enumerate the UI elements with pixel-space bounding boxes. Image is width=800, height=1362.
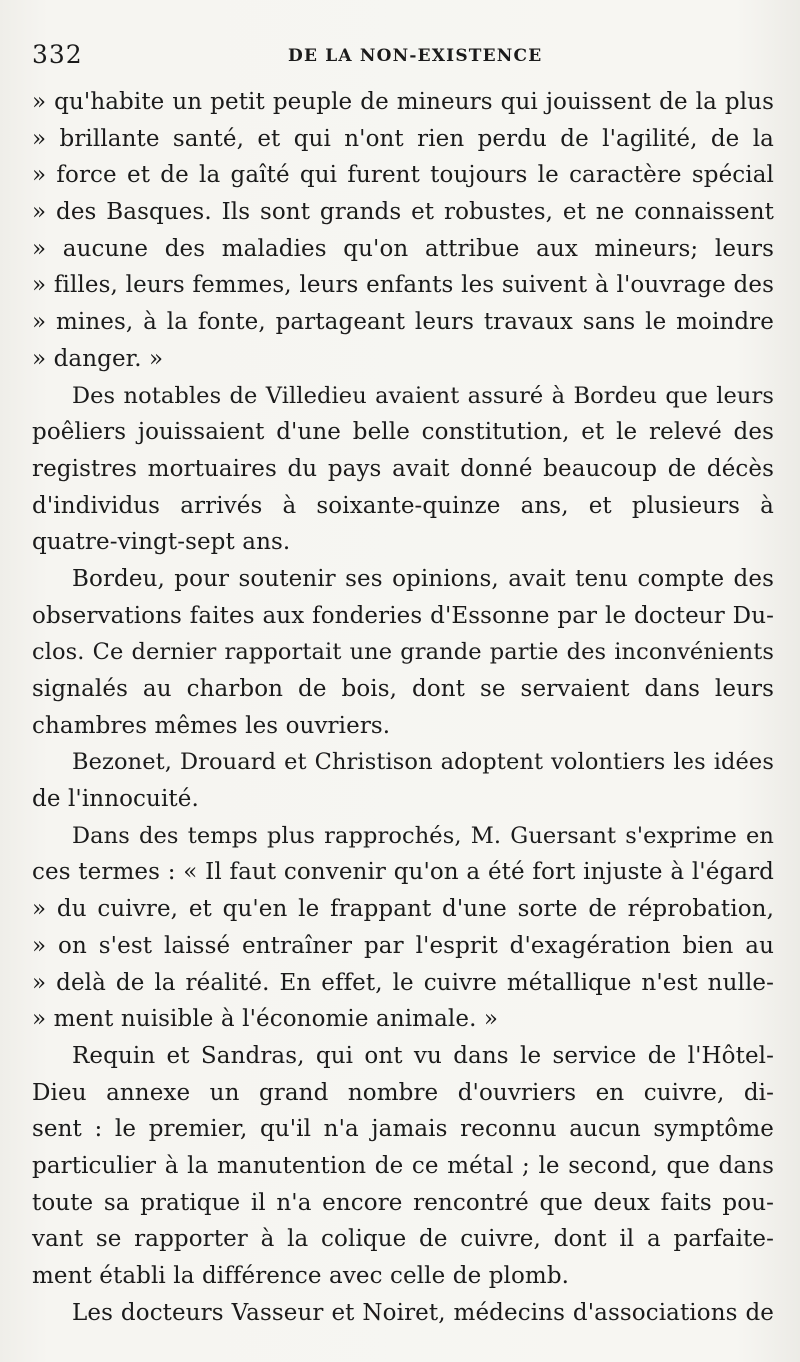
- text-line: quatre-vingt-sept ans.: [32, 529, 291, 556]
- text-line: vant se rapporter à la colique de cuivre, dont il a parfaite-: [32, 1226, 774, 1253]
- text-line: Dieu annexe un grand nombre d'ouvriers en cuivre, di-: [32, 1079, 774, 1106]
- text-line: » on s'est laissé entraîner par l'esprit d'exagération bien au: [32, 932, 774, 959]
- text-line: Les docteurs Vasseur et Noiret, médecins d'associations de: [72, 1299, 774, 1326]
- text-line: » des Basques. Ils sont grands et robustes, et ne connaissent: [32, 199, 774, 226]
- text-line: » force et de la gaîté qui furent toujours le caractère spécial: [32, 162, 774, 189]
- text-line: Bezonet, Drouard et Christison adoptent volontiers les idées: [72, 749, 774, 776]
- text-line: » brillante santé, et qui n'ont rien perdu de l'agilité, de la: [32, 125, 774, 152]
- running-head: DE LA NON-EXISTENCE: [288, 46, 543, 66]
- text-line: registres mortuaires du pays avait donné beaucoup de décès: [32, 455, 774, 482]
- page-header: [30, 40, 770, 74]
- text-line: signalés au charbon de bois, dont se servaient dans leurs: [32, 676, 774, 702]
- text-line: sent : le premier, qu'il n'a jamais reconnu aucun symptôme: [32, 1116, 774, 1143]
- text-line: poêliers jouissaient d'une belle constitution, et le relevé des: [32, 419, 774, 446]
- text-line: observations faites aux fonderies d'Essonne par le docteur Du-: [32, 602, 774, 629]
- text-line: » du cuivre, et qu'en le frappant d'une sorte de réprobation,: [32, 896, 774, 923]
- text-line: d'individus arrivés à soixante-quinze ans, et plusieurs à: [32, 492, 774, 519]
- text-line: » danger. »: [32, 345, 164, 372]
- text-line: de l'innocuité.: [32, 786, 199, 813]
- text-line: » filles, leurs femmes, leurs enfants les suivent à l'ouvrage des: [32, 272, 774, 299]
- text-line: » ment nuisible à l'économie animale. »: [32, 1006, 499, 1033]
- text-line: Bordeu, pour soutenir ses opinions, avait tenu compte des: [72, 565, 774, 592]
- body-text: [32, 84, 774, 1331]
- text-line: ces termes : « Il faut convenir qu'on a été fort injuste à l'égard: [32, 859, 774, 886]
- text-line: » qu'habite un petit peuple de mineurs qui jouissent de la plus: [32, 89, 774, 115]
- text-line: toute sa pratique il n'a encore rencontré que deux faits pou-: [32, 1189, 774, 1216]
- page-number: 332: [32, 40, 83, 69]
- text-line: particulier à la manutention de ce métal ; le second, que dans: [32, 1152, 774, 1179]
- text-line: Requin et Sandras, qui ont vu dans le service de l'Hôtel-: [72, 1042, 774, 1069]
- text-line: » mines, à la fonte, partageant leurs travaux sans le moindre: [32, 309, 774, 336]
- text-line: ment établi la différence avec celle de plomb.: [32, 1263, 570, 1289]
- text-line: Dans des temps plus rapprochés, M. Guersant s'exprime en: [72, 822, 774, 849]
- text-line: » delà de la réalité. En effet, le cuivre métallique n'est nulle-: [32, 969, 774, 996]
- text-line: » aucune des maladies qu'on attribue aux mineurs; leurs: [32, 235, 774, 262]
- text-line: chambres mêmes les ouvriers.: [32, 712, 391, 739]
- text-line: Des notables de Villedieu avaient assuré à Bordeu que leurs: [72, 382, 774, 409]
- text-line: clos. Ce dernier rapportait une grande partie des inconvénients: [32, 639, 774, 666]
